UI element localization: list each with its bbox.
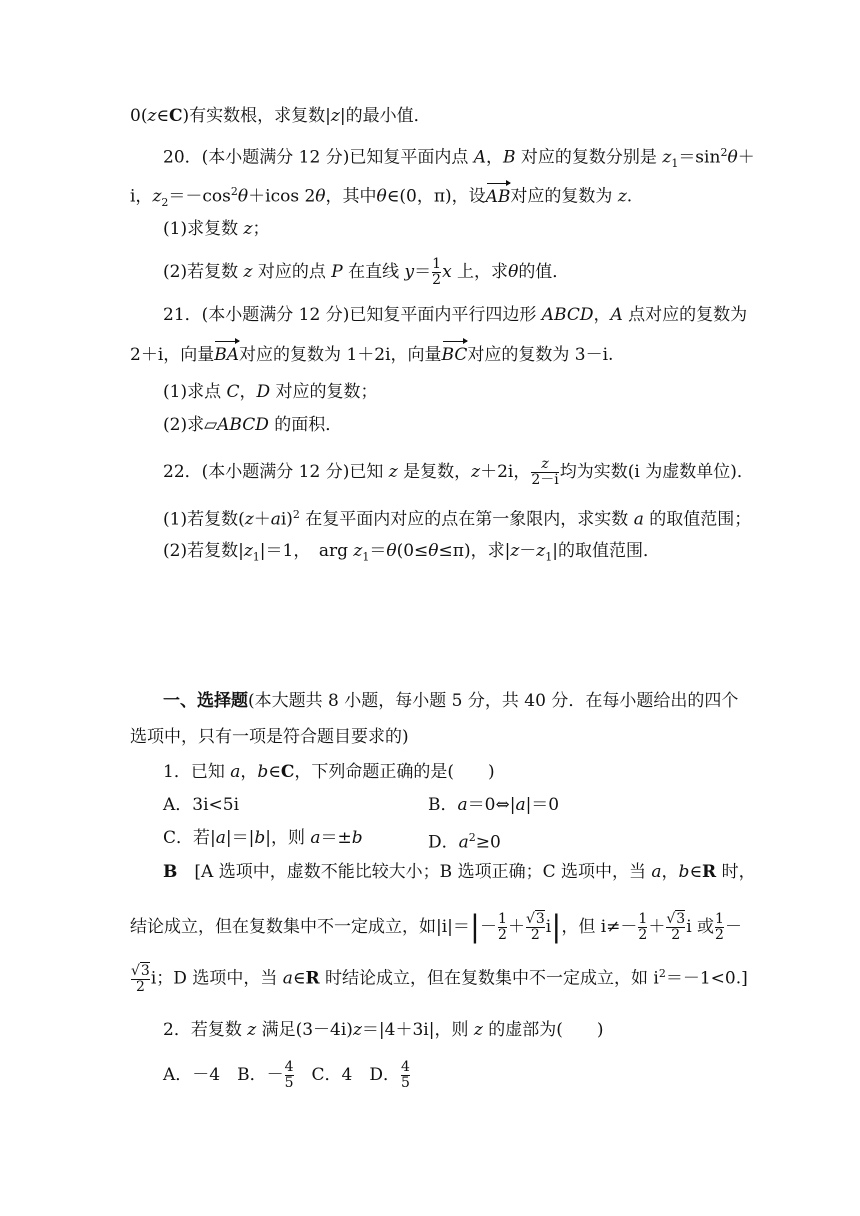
- text: (0≤: [396, 541, 429, 561]
- text: 对应的复数为 3－i.: [467, 345, 614, 365]
- text: 22．(本小题满分 12 分)已知: [163, 462, 389, 482]
- vector-BC: BC: [441, 345, 468, 365]
- text: |＝1， arg: [259, 541, 354, 561]
- answer-1-line2: 结论成立，但在复数集中不一定成立，如|i|＝|－ $\frac{1}{2}$ ＋ $\frac{√3}{2}$ i|，但 i≠－ $\frac{1}{2}$ ＋ $\frac{√3}{2}$ i 或 $\frac{1}{2}$ －: [130, 909, 742, 945]
- text: ≤π)，求|: [438, 541, 511, 561]
- text: ∈: [268, 762, 281, 782]
- answer-letter: B: [163, 862, 178, 882]
- point-P: P: [331, 262, 343, 282]
- question-21-line1: [163, 303, 747, 327]
- text: 对应的复数分别是: [515, 147, 663, 168]
- question-20-line2: i，$z_2=-\cos^2\theta+icos$ 2θ，其中θ∈(0，π)，设AB对应的复数为 z.: [130, 185, 633, 210]
- text: ＝: [369, 541, 387, 561]
- var-a: a: [633, 509, 644, 530]
- text: 2．若复数: [163, 1020, 248, 1040]
- set-R: R: [305, 968, 320, 989]
- var-a: a: [457, 795, 468, 815]
- vector-AB: AB: [485, 186, 511, 207]
- text: ∈: [689, 862, 703, 882]
- var-z1: z: [243, 541, 253, 561]
- answer-1-line1: [163, 860, 756, 884]
- parallelogram-ABCD: ABCD: [217, 415, 269, 435]
- text: ，: [486, 147, 504, 168]
- var-theta: θ: [386, 541, 397, 561]
- text: ，: [593, 305, 611, 325]
- text: 1．已知: [163, 762, 231, 782]
- var-b: b: [254, 828, 266, 848]
- text: (1)求点: [163, 382, 227, 402]
- question-21-part2: [163, 413, 342, 437]
- var-theta: θ: [428, 541, 439, 561]
- question-1-option-D: D．$a^2\ge 0$: [428, 831, 501, 853]
- var-z: z: [247, 1020, 257, 1040]
- text: |＝|: [225, 828, 255, 848]
- question-22-line1: [163, 457, 754, 488]
- set-R: R: [702, 862, 717, 882]
- text: ＝－1<0.]: [665, 968, 748, 989]
- fraction-one-half: $\frac{1}{2}$: [638, 911, 648, 943]
- text: C．4 D．: [294, 1065, 400, 1085]
- text: 0(: [130, 106, 148, 126]
- var-x: x: [442, 262, 452, 282]
- text: 的虚部为( ): [482, 1020, 604, 1040]
- var-a: a: [310, 828, 321, 848]
- var-z: z: [388, 462, 398, 482]
- var-z: z: [330, 106, 340, 126]
- text: －: [724, 917, 742, 937]
- var-z1: z: [662, 147, 672, 168]
- continued-question-line: [130, 104, 431, 128]
- var-theta: θ: [376, 186, 387, 207]
- var-z: z: [471, 462, 481, 482]
- var-z: z: [243, 219, 253, 239]
- text: 对应的复数为 1＋2i，向量: [239, 345, 442, 365]
- var-a: a: [458, 832, 469, 853]
- var-a: a: [651, 862, 662, 882]
- var-a: a: [515, 795, 526, 815]
- var-theta: θ: [315, 186, 326, 207]
- var-z: z: [243, 262, 253, 282]
- var-theta: θ: [237, 186, 249, 207]
- fraction-four-fifths: $\frac{4}{5}$: [400, 1059, 410, 1091]
- text: －: [480, 917, 498, 937]
- var-z2: z: [152, 186, 162, 207]
- question-20-part1: [163, 217, 269, 241]
- text: |的取值范围．: [552, 541, 660, 561]
- text: ∈(0，π)，设: [386, 186, 486, 207]
- text: 的面积．: [268, 415, 343, 435]
- var-a: a: [215, 828, 226, 848]
- var-z: z: [352, 1020, 362, 1040]
- text: ＋: [507, 917, 525, 937]
- question-20-part2: [163, 257, 569, 288]
- text: (2)若复数: [163, 262, 244, 282]
- text: 的值．: [518, 262, 570, 282]
- var-b: b: [678, 862, 690, 882]
- text: 时，: [716, 862, 756, 882]
- var-theta: θ: [508, 262, 519, 282]
- text: 对应的复数；: [270, 382, 378, 402]
- var-z1: z: [353, 541, 363, 561]
- text: 点对应的复数为: [622, 305, 748, 325]
- text: (1)若复数(: [163, 509, 245, 530]
- var-z: z: [510, 541, 520, 561]
- answer-1-line3: $\frac{√3}{2}$ i；D 选项中，当 a∈R 时结论成立，但在复数集中不一定成立，如 $i^2=-1<0$.]: [131, 962, 748, 995]
- point-C: C: [226, 382, 240, 402]
- question-22-part2: (2)若复数$|z_1|=1$， arg $z_1=\theta(0\le\theta\le\pi)$，求$|z-z_1|$的取值范围．: [163, 541, 660, 564]
- text: [A 选项中，虚数不能比较大小；B 选项正确；C 选项中，当: [177, 862, 652, 882]
- text: －: [519, 541, 537, 561]
- text: ∈: [156, 106, 170, 126]
- text: (2)若复数|: [163, 541, 244, 561]
- text: 在复平面内对应的点在第一象限内，求实数: [299, 509, 634, 530]
- point-D: D: [256, 382, 271, 402]
- text: )有实数根，求复数|: [182, 106, 331, 126]
- text: ＝sin: [678, 147, 721, 168]
- text: B．: [428, 795, 458, 815]
- var-z: z: [473, 1020, 483, 1040]
- question-21-line2: [130, 343, 613, 367]
- fraction-sqrt3-over-2: $\frac{√3}{2}$: [666, 911, 686, 943]
- text: 对应的复数为: [510, 186, 618, 207]
- text: ，下列命题正确的是( ): [294, 762, 495, 782]
- point-B: B: [503, 147, 516, 168]
- var-a: a: [270, 509, 281, 530]
- parallelogram-ABCD: ABCD: [541, 305, 594, 325]
- text: ＝0⇔|: [467, 795, 516, 815]
- question-1-stem: [163, 760, 495, 784]
- vector-BA: BA: [214, 345, 240, 365]
- fraction-one-half: $\frac{1}{2}$: [715, 911, 724, 943]
- var-z: z: [147, 106, 157, 126]
- text: ，: [240, 762, 258, 782]
- section-header-line1: [163, 689, 738, 713]
- question-1-option-A: [163, 793, 239, 817]
- fraction-four-fifths: $\frac{4}{5}$: [284, 1059, 294, 1091]
- text: 结论成立，但在复数集中不一定成立，如|i|＝: [130, 917, 470, 937]
- question-20-line1: 20．(本小题满分 12 分)已知复平面内点 A，B 对应的复数分别是 $z_1=\sin^2\theta+$: [163, 146, 755, 171]
- text: 2＋i，向量: [130, 345, 215, 365]
- question-22-part1: (1)若复数$(z+ai)^2$ 在复平面内对应的点在第一象限内，求实数 a 的取值范围；: [163, 508, 752, 530]
- fraction-sqrt3-over-2: $\frac{√3}{2}$: [131, 962, 150, 995]
- text: ，其中: [325, 186, 377, 207]
- text: .: [626, 186, 633, 207]
- text: 均为实数(i 为虚数单位)．: [559, 462, 754, 482]
- var-z: z: [617, 186, 627, 207]
- var-theta: θ: [727, 147, 738, 168]
- text: ，: [661, 862, 679, 882]
- text: 在直线: [342, 262, 405, 282]
- text: 20．(本小题满分 12 分)已知复平面内点: [163, 147, 474, 168]
- set-C: C: [169, 106, 183, 126]
- text: ＋: [253, 509, 271, 530]
- text: |＝0: [525, 795, 560, 815]
- text: ＝±: [320, 828, 352, 848]
- text: ，: [239, 382, 257, 402]
- section-header-line2: [130, 725, 409, 749]
- text: (2)求▱: [163, 415, 218, 435]
- text: ＋2i，: [480, 462, 531, 482]
- text: i): [280, 509, 293, 530]
- question-2-options: [163, 1060, 411, 1091]
- point-A: A: [610, 305, 623, 325]
- question-1-option-C: [163, 826, 363, 850]
- section-title: 一、选择题: [163, 691, 248, 711]
- text: A．3i<5i: [163, 795, 240, 815]
- text: 21．(本小题满分 12 分)已知复平面内平行四边形: [163, 305, 542, 325]
- text: ＋icos 2: [248, 186, 316, 207]
- text: |的最小值．: [339, 106, 431, 126]
- text: 是复数，: [397, 462, 472, 482]
- var-b: b: [257, 762, 269, 782]
- text: i 或: [686, 917, 715, 937]
- var-z1: z: [536, 541, 546, 561]
- text: (本大题共 8 小题，每小题 5 分，共 40 分．在每小题给出的四个: [248, 691, 739, 711]
- set-C: C: [280, 762, 295, 782]
- var-a: a: [230, 762, 241, 782]
- text: ＝: [414, 262, 432, 282]
- text: i；D 选项中，当: [150, 968, 283, 989]
- fraction-z-over-2-minus-i: $\frac{z}{2-i}$: [531, 456, 559, 488]
- text: 对应的点: [252, 262, 332, 282]
- text: A．－4 B．－: [163, 1065, 284, 1085]
- text: 上，求: [451, 262, 509, 282]
- text: 选项中，只有一项是符合题目要求的): [130, 727, 409, 747]
- text: ＝|4＋3i|，则: [361, 1020, 474, 1040]
- var-b: b: [351, 828, 363, 848]
- text: ＋: [648, 917, 666, 937]
- fraction-one-half: $\frac{1}{2}$: [432, 256, 442, 288]
- text: ≥0: [475, 832, 501, 853]
- var-a: a: [282, 968, 293, 989]
- text: ＝－cos: [168, 186, 231, 207]
- text: ∈: [292, 968, 306, 989]
- text: D．: [428, 832, 459, 853]
- text: ，但 i≠－: [561, 917, 638, 937]
- text: 时结论成立，但在复数集中不一定成立，如 i: [319, 968, 659, 989]
- question-1-option-B: [428, 793, 559, 817]
- question-2-stem: [163, 1018, 604, 1042]
- text: C．若|: [163, 828, 216, 848]
- var-y: y: [404, 262, 415, 282]
- text: (1)求复数: [163, 219, 244, 239]
- fraction-one-half: $\frac{1}{2}$: [498, 911, 507, 943]
- question-21-part1: [163, 380, 378, 404]
- text: ＋: [737, 147, 755, 168]
- text: i，: [130, 186, 153, 207]
- text: ；: [252, 219, 270, 239]
- text: i: [545, 917, 552, 937]
- point-A: A: [473, 147, 487, 168]
- text: 满足(3－4i): [256, 1020, 353, 1040]
- fraction-sqrt3-over-2: $\frac{√3}{2}$: [525, 911, 545, 943]
- text: 的取值范围；: [643, 509, 752, 530]
- text: |，则: [265, 828, 311, 848]
- var-z: z: [244, 509, 254, 530]
